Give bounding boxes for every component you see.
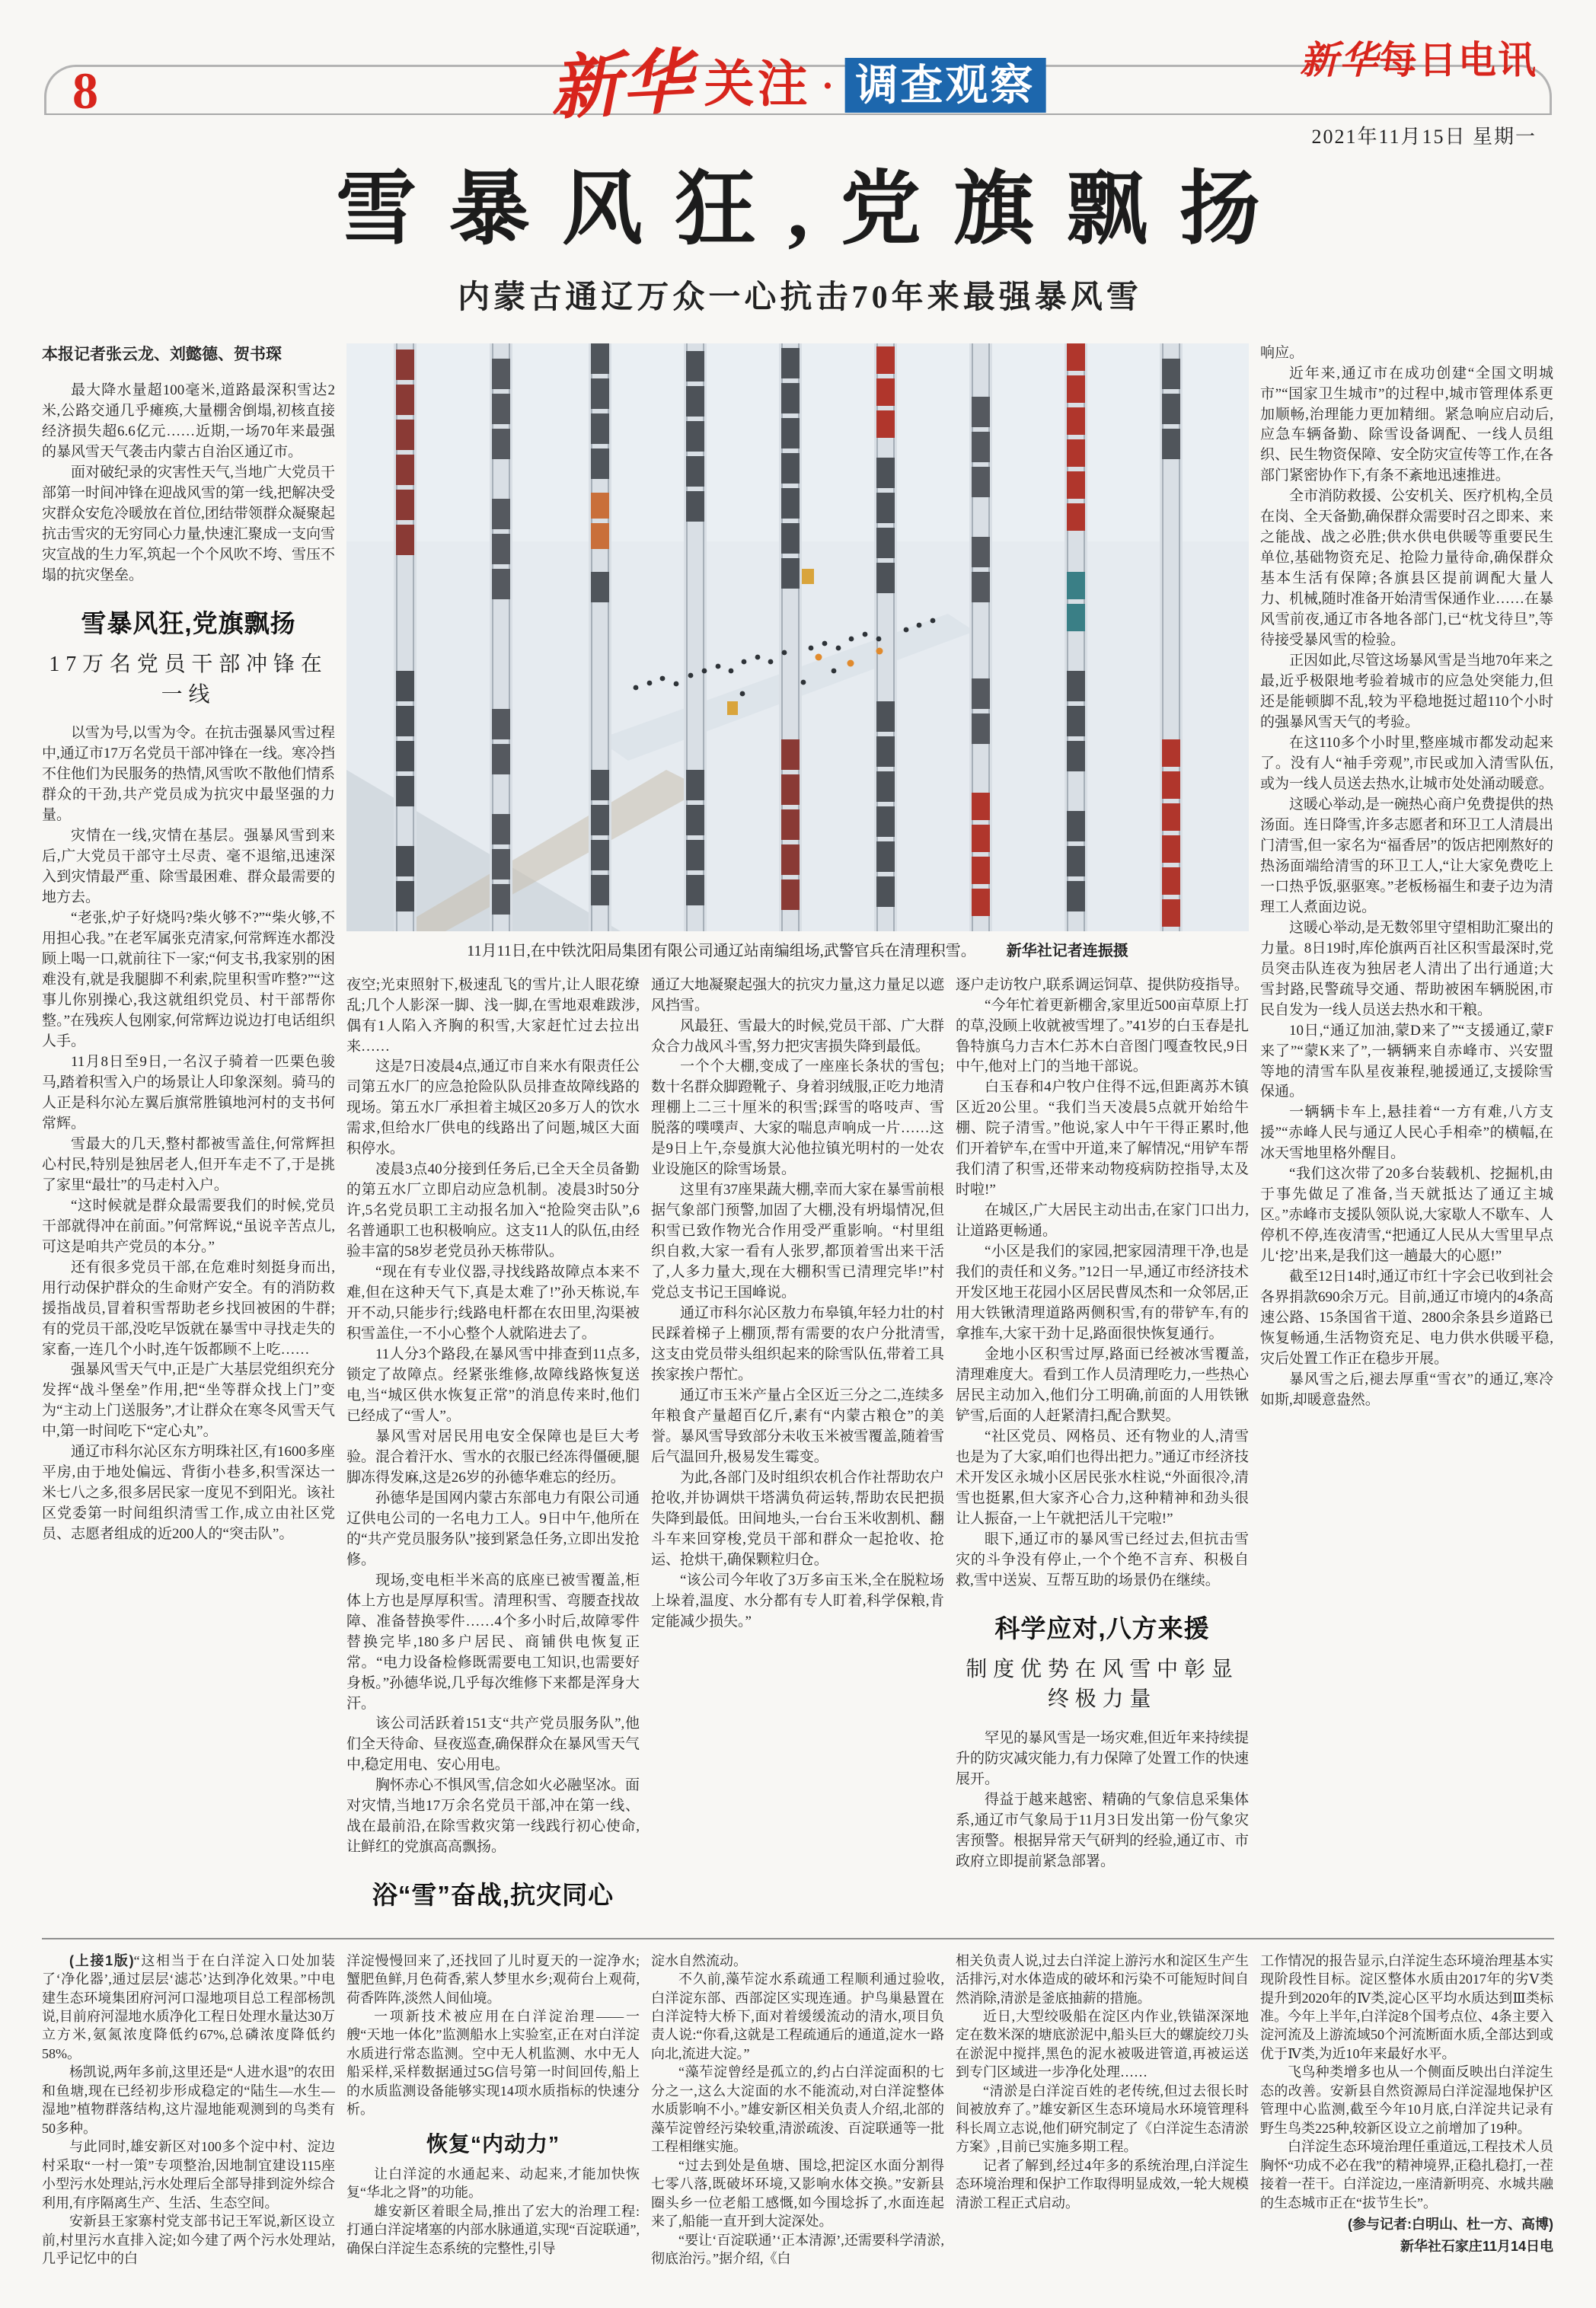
paragraph: 雪最大的几天,整村都被雪盖住,何常辉担心村民,特别是独居老人,但开车走不了,于是挑了家里“最壮”的马走村入户。 [42,1135,335,1193]
photo-credit: 新华社记者连振摄 [1006,943,1128,960]
paragraph: 现场,变电柜半米高的底座已被雪覆盖,柜体上方也是厚厚积雪。清理积雪、弯腰查找故障、准备替换零件……4个多小时后,故障零件替换完毕,180多户居民、商铺供电恢复正常。“电力设备检修既需要电工知识,也需要好身板。”孙德华说,几乎每次维修下来都是浑身大汗。 [346,1572,640,1712]
paragraph: 还有很多党员干部,在危难时刻挺身而出,用行动保护群众的生命财产安全。有的消防救援指战员,冒着积雪帮助老乡找回被困的牛群;有的党员干部,没吃早饭就在暴雪中寻找走失的家畜,一连几个小时,连午饭都顾不上吃…… [42,1259,335,1358]
paragraph: 近年来,通辽市在成功创建“全国文明城市”“国家卫生城市”的过程中,城市管理体系更加顺畅,治理能力更加精细。紧急响应启动后,应急车辆备勤、除雪设备调配、一线人员组织、民生物资保障、安全防灾宣传等工作,在各部门紧密协作下,有条不紊地迅速推进。 [1260,365,1553,484]
crosshead-subtitle: 制度优势在风雪中彰显终极力量 [966,1657,1239,1712]
paper-name-rest: 每日电讯 [1379,39,1537,81]
paragraph: 灾情在一线,灾情在基层。强暴风雪到来后,广大党员干部守土尽责、毫不退缩,迅速深入到灾情最严重、除雪最困难、群众最需要的地方去。 [42,828,335,906]
bottom-column-2 [346,1952,640,2288]
main-article-area [42,343,1554,1927]
paragraph: 这里有37座果蔬大棚,幸而大家在暴雪前根据气象部门预警,加固了大棚,没有坍塌情况,但积雪已致作物光合作用受严重影响。“村里组织自救,大家一看有人张罗,都顶着雪出来干活了,人多力量大,现在大棚积雪已清理完毕!”村党总支书记王国峰说。 [651,1182,944,1301]
paragraph: 记者了解到,经过4年多的系统治理,白洋淀生态环境治理和保护工作取得明显成效,一轮大规模清淤工程正式启动。 [956,2157,1249,2211]
paragraph: 风最狂、雪最大的时候,党员干部、广大群众合力战风斗雪,努力把灾害损失降到最低。 [651,1017,944,1055]
sub-headline: 内蒙古通辽万众一心抗击70年来最强暴风雪 [458,279,1142,315]
photo-snow-railyard [346,343,1249,931]
main-headline: 雪暴风狂,党旗飘扬 [336,165,1293,254]
article-column-3 [651,975,944,1912]
paragraph: 10日,“通辽加油,蒙D来了”“支援通辽,蒙F来了”“蒙K来了”,一辆辆来自赤峰市、兴安盟等地的清雪车队星夜兼程,驰援通辽,支援除雪保通。 [1260,1022,1553,1100]
paragraph: 凌晨3点40分接到任务后,已全天全员备勤的第五水厂立即启动应急机制。凌晨3时50分许,5名党员职工主动报名加入“抢险突击队”,6名普通职工也积极响应。这支11人的队伍,由经验丰富的58岁老党员孙天栋带队。 [346,1161,640,1260]
paragraph: 一个个大棚,变成了一座座长条状的雪包;数十名群众脚蹬靴子、身着羽绒服,正吃力地清理棚上二三十厘米的积雪;踩雪的咯吱声、雪脱落的噗噗声、大家的喘息声响成一片……这是9日上午,奈曼旗大沁他拉镇光明村的一处农业设施区的除雪场景。 [651,1058,944,1178]
paragraph: 以雪为号,以雪为令。在抗击强暴风雪过程中,通辽市17万名党员干部冲锋在一线。寒冷挡不住他们为民服务的热情,风雪吹不散他们情系群众的干劲,共产党员成为抗灾中最坚强的力量。 [42,725,335,824]
paragraph: 11人分3个路段,在暴风雪中排查到11点多,锁定了故障点。经紧张维修,故障线路恢复送电,当“城区供水恢复正常”的消息传来时,他们已经成了“雪人”。 [346,1346,640,1424]
paragraph: 通辽市玉米产量占全区近三分之二,连续多年粮食产量超百亿斤,素有“内蒙古粮仓”的美誉。暴风雪导致部分未收玉米被雪覆盖,随着雪后气温回升,极易发生霉变。 [651,1387,944,1465]
paragraph: 截至12日14时,通辽市红十字会已收到社会各界捐款690余万元。目前,通辽市境内的4条高速公路、15条国省干道、2800余条县乡道路已恢复畅通,生活物资充足、电力供水供暖平稳,灾后处置工作正在稳步开展。 [1260,1269,1553,1368]
byline: 本报记者张云龙、刘懿德、贺书琛 [42,345,282,363]
paragraph: 杨凯说,两年多前,这里还是“人进水退”的农田和鱼塘,现在已经初步形成稳定的“陆生—水生—湿地”植物群落结构,这片湿地能观测到的鸟类有50多种。 [42,2064,335,2136]
section-masthead [548,43,1046,128]
paragraph: 11月8日至9日,一名汉子骑着一匹栗色骏马,踏着积雪入户的场景让人印象深刻。骑马的人正是科尔沁左翼后旗常胜镇地河村的支书何常辉。 [42,1053,335,1132]
paragraph: 强暴风雪天气中,正是广大基层党组织充分发挥“战斗堡垒”作用,把“坐等群众找上门”变为“主动上门送服务”,才让群众在寒冬风雪天气中,第一时间吃下“定心丸”。 [42,1361,335,1440]
paper-name [1300,41,1537,79]
paragraph: “现在有专业仪器,寻找线路故障点本来不难,但在这种天气下,真是太难了!”孙天栋说,车开不动,只能步行;线路电杆都在农田里,沟渠被积雪盖住,一不小心整个人就陷进去了。 [346,1264,640,1342]
paragraph-continuation: 通辽大地凝聚起强大的抗灾力量,这力量足以遮风挡雪。 [651,976,944,1014]
bottom-column-5 [1260,1952,1553,2288]
paragraph: 通辽市科尔沁区敖力布皋镇,年轻力壮的村民踩着梯子上棚顶,帮有需要的农户分批清雪,这支由党员带头组织起来的除雪队伍,带着工具挨家挨户帮忙。 [651,1305,944,1383]
paragraph: 金地小区积雪过厚,路面已经被冰雪覆盖,清理难度大。看到工作人员清理吃力,一些热心居民主动加入,他们分工明确,前面的人用铁锹铲雪,后面的人赶紧清扫,配合默契。 [956,1346,1249,1424]
header-band [44,39,1552,128]
paragraph: “要让‘百淀联通’‘正本清源’,还需要科学清淤,彻底治污。”据介绍,《白 [651,2232,944,2267]
crosshead: 雪暴风狂,党旗飘扬 [81,609,296,638]
paragraph: 为此,各部门及时组织农机合作社帮助农户抢收,并协调烘干塔满负荷运转,帮助农民把损失降到最低。田间地头,一台台玉米收割机、翻斗车来回穿梭,党员干部和群众一起抢收、抢运、抢烘干,确保颗粒归仓。 [651,1469,944,1568]
paragraph: 不久前,藻苲淀水系疏通工程顺利通过验收,白洋淀东部、西部淀区实现连通。护鸟巢悬置在白洋淀特大桥下,面对着缓缓流动的清水,项目负责人说:“你看,这就是工程疏通后的通道,淀水一路向北,流进大淀。” [651,1971,944,2061]
paragraph-continuation: 逐户走访牧户,联系调运饲草、提供防疫指导。 [956,976,1249,993]
bottom-column-4 [956,1952,1249,2288]
paragraph: 这暖心举动,是一碗热心商户免费提供的热汤面。连日降雪,许多志愿者和环卫工人清晨出门清雪,但一家名为“福香居”的饭店把刚熬好的热汤面端给清雪的环卫工人,“让大家免费吃上一口热乎饭,驱驱寒。”老板杨福生和妻子边为清理工人煮面边说。 [1260,796,1553,915]
paragraph: 通辽市科尔沁区东方明珠社区,有1600多座平房,由于地处偏远、背街小巷多,积雪深达一米七八之多,很多居民家一度见不到阳光。该社区党委第一时间组织清雪工作,成立由社区党员、志愿者组成的近200人的“突击队”。 [42,1444,335,1543]
paragraph: 在这110多个小时里,整座城市都发动起来了。没有人“袖手旁观”,市民或加入清雪队伍,或为一线人员送去热水,让城市处处涌动暖意。 [1260,735,1553,792]
crosshead: 浴“雪”奋战,抗灾同心 [372,1881,614,1910]
paragraph: 胸怀赤心不惧风雪,信念如火必融坚冰。面对灾情,当地17万余名党员干部,冲在第一线、战在最前沿,在除雪救灾第一线践行初心使命,让鲜红的党旗高高飘扬。 [346,1777,640,1856]
paragraph: “藻苲淀曾经是孤立的,约占白洋淀面积的七分之一,这么大淀面的水不能流动,对白洋淀整体水质影响不小。”雄安新区相关负责人介绍,北部的藻苲淀曾经污染较重,清淤疏浚、百淀联通等一批工程相继实施。 [651,2064,944,2155]
paragraph: 近日,大型绞吸船在淀区内作业,铁锚深深地定在数米深的塘底淤泥中,船头巨大的螺旋绞刀头在淤泥中搅拌,黑色的泥水被吸进管道,再被运送到专门区域进一步净化处理…… [956,2009,1249,2080]
paragraph: 雄安新区着眼全局,推出了宏大的治理工程:打通白洋淀堵塞的内部水脉通道,实现“百淀联通”,确保白洋淀生态系统的完整性,引导 [346,2203,640,2256]
paragraph-continuation: 工作情况的报告显示,白洋淀生态环境治理基本实现阶段性目标。淀区整体水质由2017年的劣Ⅴ类提升到2020年的Ⅳ类,淀心区平均水质达到Ⅲ类标准。今年上半年,白洋淀8个国考点位、4条主要入淀河流及上游流域50个河流断面水质,全部达到或优于Ⅳ类,为近10年来最好水平。 [1260,1952,1553,2061]
photo-caption: 11月11日,在中铁沈阳局集团有限公司通辽站南编组场,武警官兵在清理积雪。 [467,943,976,960]
paragraph: 暴风雪之后,褪去厚重“雪衣”的通辽,寒冷如斯,却暖意盎然。 [1260,1371,1553,1408]
page-number: 8 [72,62,98,120]
masthead-section-box: 调查观察 [844,58,1045,113]
article-column-1 [42,343,335,1927]
paragraph: 正因如此,尽管这场暴风雪是当地70年来之最,近乎极限地考验着城市的应急处突能力,但还是能顿脚不乱,较为平稳地挺过超110个小时的强暴风雪天气的考验。 [1260,653,1553,731]
paragraph: 这是7日凌晨4点,通辽市自来水有限责任公司第五水厂的应急抢险队队员排查故障线路的现场。第五水厂承担着主城区20多万人的饮水需求,但给水厂供电的线路出了问题,城区大面积停水。 [346,1058,640,1157]
photo-caption-row [346,931,1249,968]
article-column-2 [346,975,640,1912]
crosshead-subtitle: 17万名党员干部冲锋在一线 [49,652,328,707]
paragraph: 该公司活跃着151支“共产党员服务队”,他们全天待命、昼夜巡查,确保群众在暴风雪天气中,稳定用电、安心用电。 [346,1716,640,1773]
paragraph: “我们这次带了20多台装载机、挖掘机,由于事先做足了准备,当天就抵达了通辽主城区。”赤峰市支援队领队说,大家歇人不歇车、人停机不停,连夜清雪,“把通辽人民从大雪里早点儿‘挖’出来,是我们这一趟最大的心愿!” [1260,1166,1553,1265]
paragraph: 暴风雪对居民用电安全保障也是巨大考验。混合着汗水、雪水的衣服已经冻得僵硬,腿脚冻得发麻,这是26岁的孙德华难忘的经历。 [346,1428,640,1486]
paragraph-continuation: 洋淀慢慢回来了,还找回了儿时夏天的一淀净水;蟹肥鱼鲜,月色荷香,萦人梦里水乡;观荷台上观荷,荷香阵阵,淡然人间仙境。 [346,1952,640,2006]
credit-line: 新华社石家庄11月14日电 [1400,2238,1553,2254]
paragraph: 这暖心举动,是无数邻里守望相助汇聚出的力量。8日19时,库伦旗两百社区积雪最深时,党员突击队连夜为独居老人清出了出行通道;大雪封路,民警疏导交通、帮助被困车辆脱困,市民自发为一线人员送去热水和干粮。 [1260,919,1553,1018]
paragraph: 全市消防救援、公安机关、医疗机构,全员在岗、全天备勤,确保群众需要时召之即来、来之能战、战之必胜;供水供电供暖等重要民生单位,基础物资充足、抢险力量待命,确保群众基本生活有保障;各旗县区提前调配大量人力、机械,随时准备开始清雪保通作业……在暴风雪前夜,通辽市各地各部门,已“枕戈待旦”,等待接受暴风雪的检验。 [1260,488,1553,649]
paragraph: 眼下,通辽市的暴风雪已经过去,但抗击雪灾的斗争没有停止,一个个绝不言弃、积极自救,雪中送炭、互帮互助的场景仍在继续。 [956,1531,1249,1588]
bottom-column-3 [651,1952,944,2288]
paragraph: 罕见的暴风雪是一场灾难,但近年来持续提升的防灾减灾能力,有力保障了处置工作的快速展开。 [956,1730,1249,1787]
paragraph: 安新县王家寨村党支部书记王军说,新区设立前,村里污水直排入淀;如今建了两个污水处理站,几乎记忆中的白 [42,2214,335,2267]
paper-brand-logo: 新华 [1300,39,1379,81]
paragraph-continuation: 淀水自然流动。 [651,1952,747,1968]
paragraph-continuation: 相关负责人说,过去白洋淀上游污水和淀区生产生活排污,对水体造成的破坏和污染不可能短时间自然消除,清淤是釜底抽薪的措施。 [956,1952,1249,2006]
paragraph: “过去到处是鱼塘、围埝,把淀区水面分割得七零八落,既破坏环境,又影响水体交换。”安新县圈头乡一位老船工感慨,如今围埝拆了,水面连起来了,船能一直开到大淀深处。 [651,2157,944,2230]
masthead-dot: · [821,64,835,107]
paragraph: 飞鸟种类增多也从一个侧面反映出白洋淀生态的改善。安新县自然资源局白洋淀湿地保护区管理中心监测,截至今年10月底,白洋淀共记录有野生鸟类225种,较新区设立之前增加了19种。 [1260,2064,1553,2136]
paragraph: 一辆辆卡车上,悬挂着“一方有难,八方支援”“赤峰人民与通辽人民心手相牵”的横幅,在冰天雪地里格外醒目。 [1260,1104,1553,1162]
paragraph: 白洋淀生态环境治理任重道远,工程技术人员胸怀“功成不必在我”的精神境界,正稳扎稳打,一茬接着一茬干。白洋淀边,一座清新明亮、水城共融的生态城市正在“拔节生长”。 [1260,2139,1553,2211]
masthead-brand-logo: 新华 [548,43,696,128]
masthead-focus-label: 关注 [704,57,811,113]
article-column-5 [1260,343,1553,1927]
paragraph: 白玉春和4户牧户住得不远,但距离苏木镇区近20公里。“我们当天凌晨5点就开始给牛棚、院子清雪。”他说,家人中午干得正累时,他们开着铲车,在雪中开道,来了解情况,“用铲车帮我们清了积雪,还带来动物疫病防控指导,太及时啦!” [956,1079,1249,1199]
paragraph: (上接1版)“这相当于在白洋淀入口处加装了‘净化器’,通过层层‘滤芯’达到净化效果。”中电建生态环境集团府河河口湿地项目总工程部杨凯说,目前府河湿地水质净化工程日处理水量达30万立方米,氨氮浓度降低约67%,总磷浓度降低约58%。 [42,1952,335,2061]
paragraph: 在城区,广大居民主动出击,在家门口出力,让道路更畅通。 [956,1202,1249,1240]
crosshead: 恢复“内动力” [426,2131,560,2156]
article-column-4 [956,975,1249,1912]
paragraph: 得益于越来越密、精确的气象信息采集体系,通辽市气象局于11月3日发出第一份气象灾害预警。根据异常天气研判的经验,通辽市、市政府立即提前紧急部署。 [956,1791,1249,1869]
credit-line: (参与记者:白明山、杜一方、高博) [1348,2217,1553,2233]
paragraph: “今年忙着更新棚舍,家里近500亩草原上打的草,没顾上收就被雪埋了。”41岁的白玉春是扎鲁特旗乌力吉木仁苏木白音图门嘎查牧民,9日中午,他对上门的当地干部说。 [956,997,1249,1075]
paragraph: “清淤是白洋淀百姓的老传统,但过去很长时间被放弃了。”雄安新区生态环境局水环境管理科科长周立志说,他们研究制定了《白洋淀生态清淤方案》,目前已实施多期工程。 [956,2083,1249,2155]
paragraph: “老张,炉子好烧吗?柴火够不?”“柴火够,不用担心我。”在老军属张克清家,何常辉连水都没顾上喝一口,就前往下一家;“何支书,我家别的困难没有,就是我腿脚不利索,院里积雪咋整?”“这事儿你别操心,我这就组织党员、村干部帮你整。”在残疾人包刚家,何常辉边说边打电话组织人手。 [42,910,335,1049]
bottom-column-1 [42,1952,335,2288]
paragraph: 让白洋淀的水通起来、动起来,才能加快恢复“华北之肾”的功能。 [346,2166,640,2201]
crosshead: 科学应对,八方来援 [994,1614,1210,1642]
paragraph: “社区党员、网格员、还有物业的人,清雪也是为了大家,咱们也得出把力。”通辽市经济技术开发区永城小区居民张水柱说,“外面很冷,清雪也挺累,但大家齐心合力,这种精神和劲头很让人振奋,一上午就把活儿干完啦!” [956,1428,1249,1527]
dateline: 2021年11月15日 星期一 [1311,126,1537,148]
paragraph: 一项新技术被应用在白洋淀治理——一艘“天地一体化”监测船水上实验室,正在对白洋淀水质进行常态监测。空中无人机监测、水中无人船采样,采样数据通过5G信号第一时间回传,船上的水质监测设备能够实现14项水质指标的快速分析。 [346,2009,640,2118]
paragraph-continuation: 夜空;光束照射下,极速乱飞的雪片,让人眼花缭乱;几个人影深一脚、浅一脚,在雪地艰难跋涉,偶有1人陷入齐胸的积雪,大家赶忙过去拉出来…… [346,976,640,1055]
paragraph: “该公司今年收了3万多亩玉米,全在脱粒场上垛着,温度、水分都有专人盯着,科学保粮,肯定能减少损失。” [651,1572,944,1630]
article-middle-wrapper [346,343,1249,1927]
paragraph: 孙德华是国网内蒙古东部电力有限公司通辽供电公司的一名电力工人。9日中午,他所在的“共产党员服务队”接到紧急任务,立即出发抢修。 [346,1489,640,1568]
middle-text-columns [346,975,1249,1912]
aerial-railyard-illustration [346,343,1249,931]
paragraph-continuation: 响应。 [1260,344,1304,361]
bottom-continued-story [42,1938,1554,2288]
paragraph: “小区是我们的家园,把家园清理干净,也是我们的责任和义务。”12日一早,通辽市经济技术开发区地王花园小区居民曹凤杰和一众邻居,正用大铁锹清理道路两侧积雪,有的带铲车,有的拿推车,大家干劲十足,路面很快恢复通行。 [956,1243,1249,1342]
paragraph: 与此同时,雄安新区对100多个淀中村、淀边村采取“一村一策”专项整治,因地制宜建设115座小型污水处理站,污水处理后全部导排到淀外综合利用,有序隔离生产、生活、生态空间。 [42,2139,335,2211]
paragraph: 面对破纪录的灾害性天气,当地广大党员干部第一时间冲锋在迎战风雪的第一线,把解决受灾群众安危冷暖放在首位,团结带领群众凝聚起抗击雪灾的无穷同心力量,快速汇聚成一支向雪灾宣战的生力军,筑起一个个风吹不垮、雪压不塌的抗灾堡垒。 [42,464,335,584]
paragraph: 最大降水量超100毫米,道路最深积雪达2米,公路交通几乎瘫痪,大量棚舍倒塌,初核直接经济损失超6.6亿元……近期,一场70年来最强的暴风雪天气袭击内蒙古自治区通辽市。 [42,382,335,461]
paragraph: “这时候就是群众最需要我们的时候,党员干部就得冲在前面。”何常辉说,“虽说辛苦点儿,可这是咱共产党员的本分。” [42,1197,335,1255]
